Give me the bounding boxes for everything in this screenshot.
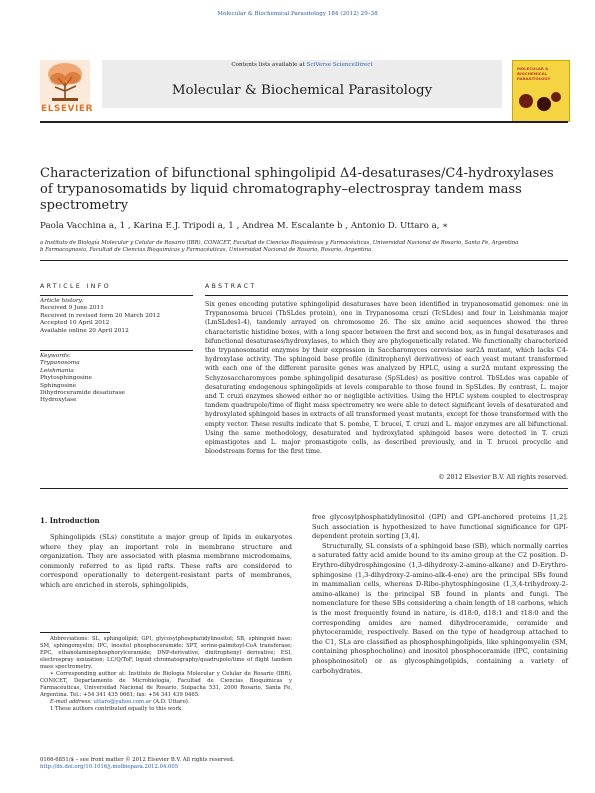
email-link[interactable]: uttaro@yahoo.com.ar [93,699,152,705]
article-title: Characterization of bifunctional sphingolipid Δ4-desaturases/C4-hydroxylases of trypanosomatids by liquid chromatography–electrospray tandem mass spectrometry [40,166,554,213]
intro-paragraph: Structurally, SL consists of a sphingoid base (SB), which normally carries a saturated fatty acid amide bound to its amino group at the C2 position. D-Erythro-dihydrosphingosine (1,3-dihydroxy-2-amino-alkane) and D-Erythro-sphingosine (1,3-dihydroxy-2-amino-alk-4-ene) are the principal SBs found in mammalian cells, whereas D-Ribo-phytosphingosine (1,3,4-trihydroxy-2-amino-alkane) is the principal SB found in plants and fungi. The nomenclature for these SBs considering a chain length of 18 carbons, which is the most frequently found in nature, is d18:0, d18:1 and t18:0 and the corresponding amides are named dihydroceramide, ceramide and phytoceramide, respectively. Based on the type of headgroup attached to the C1, SLs are classified as phosphosphingolipids, like sphingomyelin (SM, containing phosphocholine) and inositol phosphoceramide (IPC, containing phosphoinositol) or as glycosphingolipids, containing a variety of carbohydrates. [312,541,568,675]
history-item: Available online 20 April 2012 [40,327,129,334]
affiliation-a: a Instituto de Biología Molecular y Celular de Rosario (IBR), CONICET, Facultad de Ciencias Bioquímicas y Farmacéuticas, Universidad Nacional de Rosario, Santa Fe, Argentina [40,240,519,246]
left-column-text [40,533,292,591]
elsevier-tree-logo-icon [40,60,90,104]
journal-cover-thumbnail [512,60,570,122]
keywords [40,353,193,405]
footnote-abbreviations: Abbreviations: SL, sphingolipid; GPI, glycosylphosphatidylinositol; SB, sphingoid base; SM, sphingomyelin; IPC, inositol phosphoceramide; SPT, serine-palmitoyl-CoA transferase; EPC, ethanolaminephosphorylceramide; DNP-derivative, dinitrophenyl derivative; ESI, electrospray ionization; LC/Q/ToF, liquid chromatography/quadrupole/time of flight tandem mass spectrometry. [40,636,292,670]
abstract-rule [205,295,568,296]
keyword-item: Leishmania [40,367,74,374]
intro-paragraph: Sphingolipids (SLs) constitute a major group of lipids in eukaryotes where they play an important role in membrane structure and organization. They are associated with plasma membrane microdomains, commonly referred to as lipid rafts. These rafts are considered to correspond operationally to detergent-resistant parts of membranes, which are enriched in sterols, sphingolipids, [40,533,292,589]
keyword-item: Phytosphingosine [40,375,92,382]
article-info-rule [40,295,193,296]
masthead-rule [40,121,568,123]
keyword-item: Dihydroceramide desaturase [40,390,125,397]
issn-line: 0166-6851/$ – see front matter © 2012 Elsevier B.V. All rights reserved. [40,757,235,763]
sciencedirect-link[interactable]: SciVerse ScienceDirect [306,62,373,68]
footnote-equal-contribution: 1 These authors contributed equally to this work. [50,706,183,712]
author-list: Paola Vacchina a, 1 , Karina E.J. Tripodi a, 1 , Andrea M. Escalante b , Antonio D. Uttaro a, ∗ [40,221,449,231]
affiliation-rule [40,260,568,261]
history-item: Received 9 June 2011 [40,305,104,312]
keyword-item: Trypanosoma [40,360,80,367]
cover-title: MOLECULAR & BIOCHEMICAL PARASITOLOGY [517,66,551,81]
intro-paragraph: free glycosylphosphatidylinositol (GPI) and GPI-anchored proteins [1,2]. Such association is hypothesized to have functional significance for GPI-dependent protein sorting [3,4]. [312,513,568,541]
affiliations [40,240,565,254]
footnote-corresponding: ∗ Corresponding author at: Instituto de Biología Molecular y Celular de Rosario (IBR), CONICET, Departamento de Microbiología, Facultad de Ciencias Bioquímicas y Farmacéuticas, Universidad Nacional de Rosario, Suipacha 531, 2000 Rosario, Santa Fe, Argentina. Tel.: +54 341 435 0661; fax: +54 341 439 0465. [40,671,292,698]
cover-image-blob [519,94,533,108]
keywords-label: Keywords: [40,353,71,359]
history-item: Accepted 10 April 2012 [40,320,110,327]
footnote-email [40,699,292,706]
contents-line [102,62,502,68]
email-suffix: (A.D. Uttaro). [151,699,190,705]
publisher-logo-text: ELSEVIER [41,104,93,114]
abstract-bottom-rule [40,488,568,489]
journal-masthead [40,60,568,118]
history-label: Article history: [40,298,84,304]
affiliation-b: b Farmacognosia, Facultad de Ciencias Bioquímicas y Farmacéuticas, Universidad Nacional de Rosario, Rosario, Argentina [40,247,372,253]
cover-image-blob [551,92,561,102]
keyword-item: Hydroxylase [40,397,77,404]
doi-link[interactable]: http://dx.doi.org/10.1016/j.molbiopara.2012.04.005 [40,764,179,770]
history-item: Received in revised form 20 March 2012 [40,312,161,319]
cover-image-blob [537,97,551,111]
abstract-heading: ABSTRACT [205,283,257,290]
abstract-text: Six genes encoding putative sphingolipid desaturases have been identified in trypanosomatid genomes: one in Trypanosoma brucei (TbSLdes protein), one in Trypanosoma cruzi (TcSLdes) and four in Leishmania major (LmSLdes1-4), tandemly arrayed on chromosome 26. The six amino acid sequences showed the three characteristic histidine boxes, with a long spacer between the first and second box, as in fungal desaturases and bifunctional desaturases/hydroxylases, to which they are phylogenetically related. We functionally characterized the trypanosomatid enzymes by their expression in Saccharomyces cerevisiae sur2Δ mutant, which lacks C4-hydroxylase activity. The sphingoid base profile (dinitrophenyl derivatives) of each yeast mutant transformed with each one of the different parasite genes was analyzed by HPLC, using a sur2Δ mutant expressing the Schyzosaccharomyces pombe sphingolipid desaturase (SpSLdes) as positive control. TbSLdes was capable of desaturating endogenous sphingolipids at levels comparable to those found in SpSLdes. By contrast, L. major and T. cruzi enzymes showed either no or negligible activities. Using the HPLC system coupled to electrospray tandem quadrupole/time of flight mass spectrometry we were able to detect significant levels of desaturated and hydroxylated sphingoid bases in extracts of all transformed yeast mutants, except for those transformed with the empty vector. These results indicate that S. pombe, T. brucei, T. cruzi and L. major enzymes are all bifunctional. Using the same methodology, desaturated and hydroxylated sphingoid bases were detected in T. cruzi epimastigotes and L. major promastigote cells, as described previously, and in T. brucei procyclic and bloodstream forms for the first time. [205,301,568,456]
footnotes [40,636,292,713]
journal-citation[interactable]: Molecular & Biochemical Parasitology 184 (2012) 29–38 [217,11,378,17]
email-label: E-mail address: [50,699,94,705]
journal-title: Molecular & Biochemical Parasitology [171,83,433,98]
section-heading-introduction: 1. Introduction [40,516,100,525]
keyword-item: Sphingosine [40,382,77,389]
front-matter-info [40,757,340,771]
article-info-heading: ARTICLE INFO [40,283,112,290]
contents-prefix: Contents lists available at [231,62,307,68]
right-column-text [312,513,568,676]
article-history [40,298,193,335]
contents-banner [102,60,502,108]
abstract-copyright: © 2012 Elsevier B.V. All rights reserved. [438,474,568,481]
